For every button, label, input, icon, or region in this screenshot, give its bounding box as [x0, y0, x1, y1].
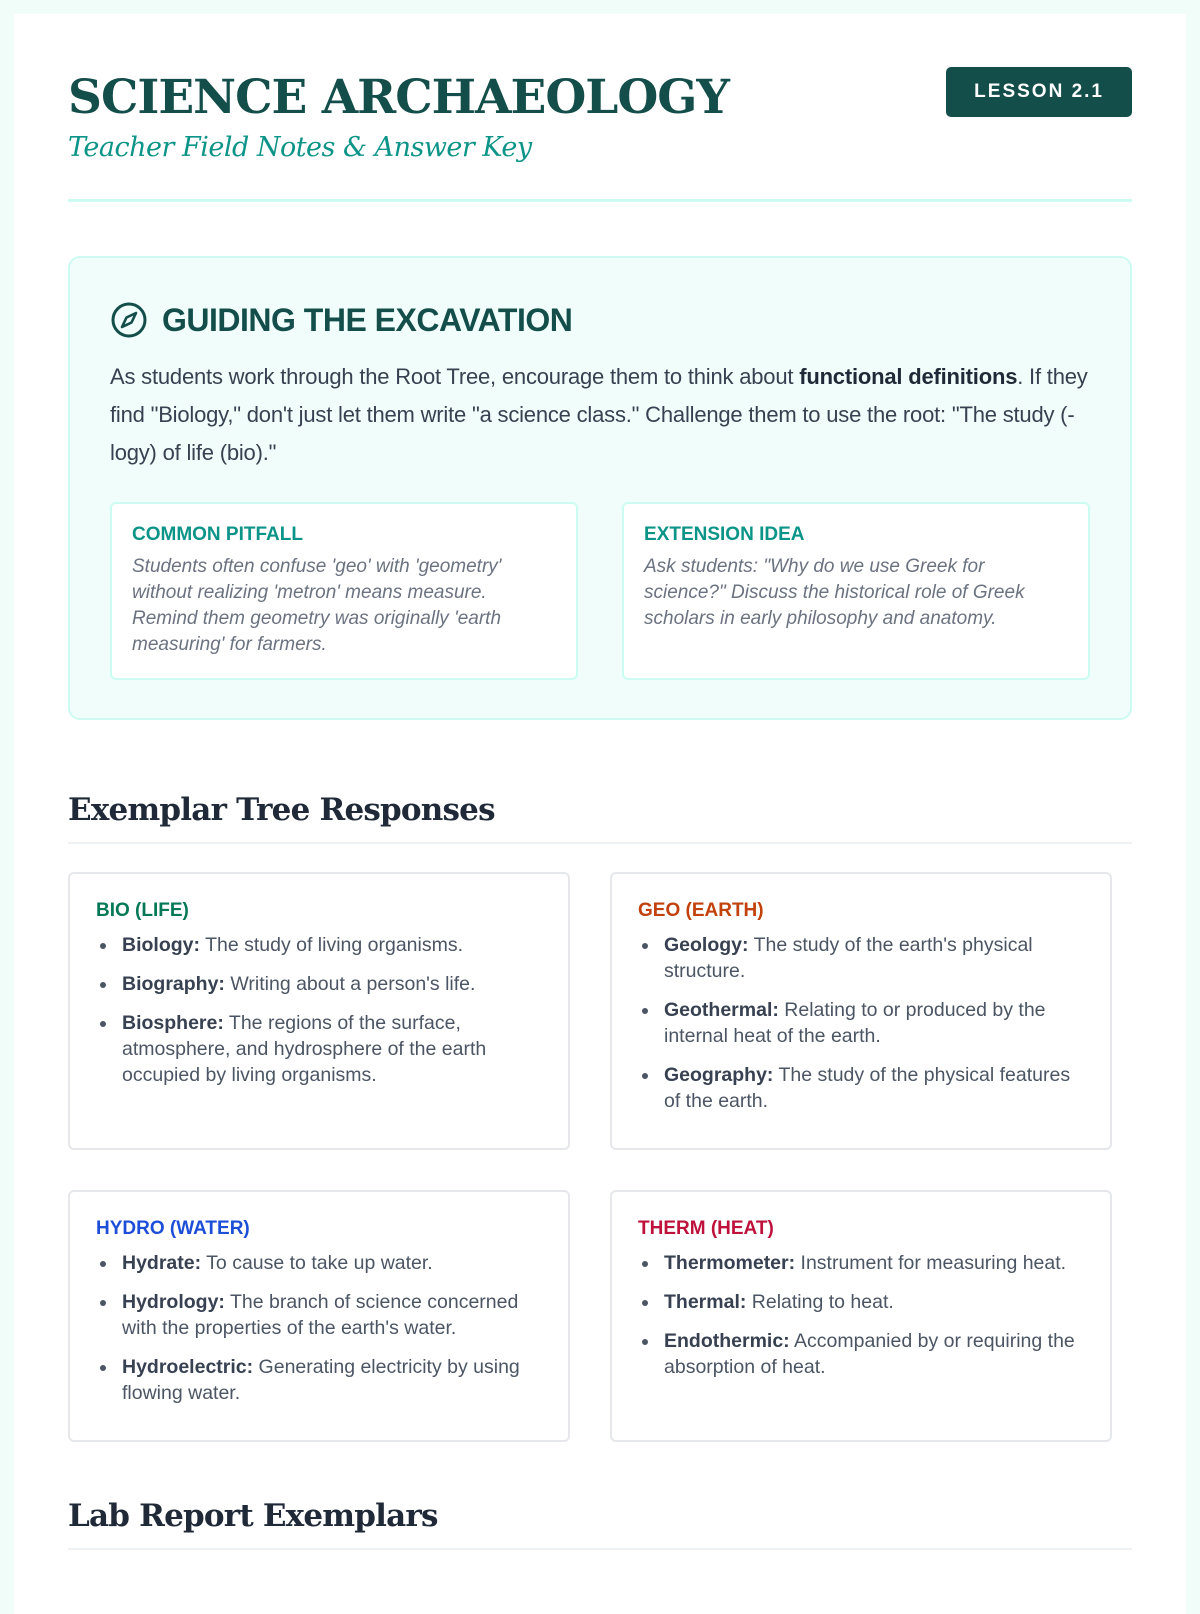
list-item: [638, 1289, 1084, 1315]
root-word-list: [96, 1250, 542, 1406]
root-word-list: [638, 932, 1084, 1114]
definition: Relating to heat.: [746, 1291, 894, 1313]
note-label: COMMON PITFALL: [132, 524, 303, 545]
definition: Writing about a person's life.: [224, 973, 476, 995]
root-cards-grid: [68, 872, 1132, 1442]
definition: The study of the physical features of the earth.: [664, 1064, 1071, 1112]
lab-section-title: Lab Report Exemplars: [68, 1498, 1132, 1550]
term: Hydrology:: [122, 1291, 225, 1313]
exemplar-section-title: Exemplar Tree Responses: [68, 792, 1132, 844]
term: Hydroelectric:: [122, 1356, 254, 1378]
list-item: [638, 997, 1084, 1049]
guiding-panel: [68, 256, 1132, 720]
guiding-title: GUIDING THE EXCAVATION: [162, 301, 573, 338]
guiding-text-start: As students work through the Root Tree, encourage them to think about: [110, 364, 800, 389]
list-item: [96, 1289, 542, 1341]
compass-icon: [110, 301, 148, 339]
root-label: BIO (LIFE): [96, 900, 189, 921]
common-pitfall-card: [110, 502, 578, 680]
root-card-bio: [68, 872, 570, 1150]
list-item: [96, 932, 542, 958]
definition: Instrument for measuring heat.: [795, 1252, 1067, 1274]
extension-idea-card: [622, 502, 1090, 680]
term: Thermometer:: [664, 1252, 796, 1274]
root-card-therm: [610, 1190, 1112, 1442]
term: Hydrate:: [122, 1252, 202, 1274]
page-header: [68, 14, 1132, 202]
list-item: [96, 1010, 542, 1088]
notes-row: [110, 502, 1090, 680]
definition: The study of living organisms.: [200, 934, 464, 956]
list-item: [638, 1062, 1084, 1114]
term: Endothermic:: [664, 1330, 790, 1352]
list-item: [638, 1250, 1084, 1276]
term: Geology:: [664, 934, 749, 956]
list-item: [96, 1250, 542, 1276]
root-card-geo: [610, 872, 1112, 1150]
root-card-hydro: [68, 1190, 570, 1442]
list-item: [638, 932, 1084, 984]
definition: Relating to or produced by the internal heat of the earth.: [664, 999, 1046, 1047]
definition: Accompanied by or requiring the absorption of heat.: [664, 1330, 1075, 1378]
guiding-text: [110, 358, 1090, 472]
list-item: [638, 1328, 1084, 1380]
root-label: THERM (HEAT): [638, 1218, 774, 1239]
guiding-text-end: . If they find "Biology," don't just let them write "a science class." Challenge them to use the root: "The study (-logy) of life (bio).": [110, 364, 1088, 465]
guiding-text-emphasis: functional definitions: [799, 364, 1018, 389]
list-item: [96, 971, 542, 997]
definition: The study of the earth's physical structure.: [664, 934, 1033, 982]
definition: The regions of the surface, atmosphere, and hydrosphere of the earth occupied by living organisms.: [122, 1012, 487, 1086]
term: Biosphere:: [122, 1012, 224, 1034]
note-text: Students often confuse 'geo' with 'geometry' without realizing 'metron' means measure. Remind them geometry was originally 'earth measuring' for farmers.: [132, 556, 502, 655]
note-text: Ask students: "Why do we use Greek for science?" Discuss the historical role of Greek scholars in early philosophy and anatomy.: [644, 556, 1025, 629]
definition: The branch of science concerned with the properties of the earth's water.: [122, 1291, 519, 1339]
root-label: GEO (EARTH): [638, 900, 764, 921]
term: Geothermal:: [664, 999, 779, 1021]
note-label: EXTENSION IDEA: [644, 524, 805, 545]
guiding-title-row: [110, 300, 1090, 340]
definition: To cause to take up water.: [201, 1252, 433, 1274]
term: Biology:: [122, 934, 200, 956]
root-label: HYDRO (WATER): [96, 1218, 250, 1239]
definition: Generating electricity by using flowing water.: [122, 1356, 520, 1404]
root-word-list: [96, 932, 542, 1088]
page-subtitle: Teacher Field Notes & Answer Key: [68, 132, 532, 163]
list-item: [96, 1354, 542, 1406]
answer-key-page: [14, 14, 1186, 1614]
term: Biography:: [122, 973, 225, 995]
lesson-badge: LESSON 2.1: [946, 67, 1132, 117]
term: Geography:: [664, 1064, 774, 1086]
page-title: SCIENCE ARCHAEOLOGY: [68, 70, 729, 125]
root-word-list: [638, 1250, 1084, 1380]
term: Thermal:: [664, 1291, 747, 1313]
